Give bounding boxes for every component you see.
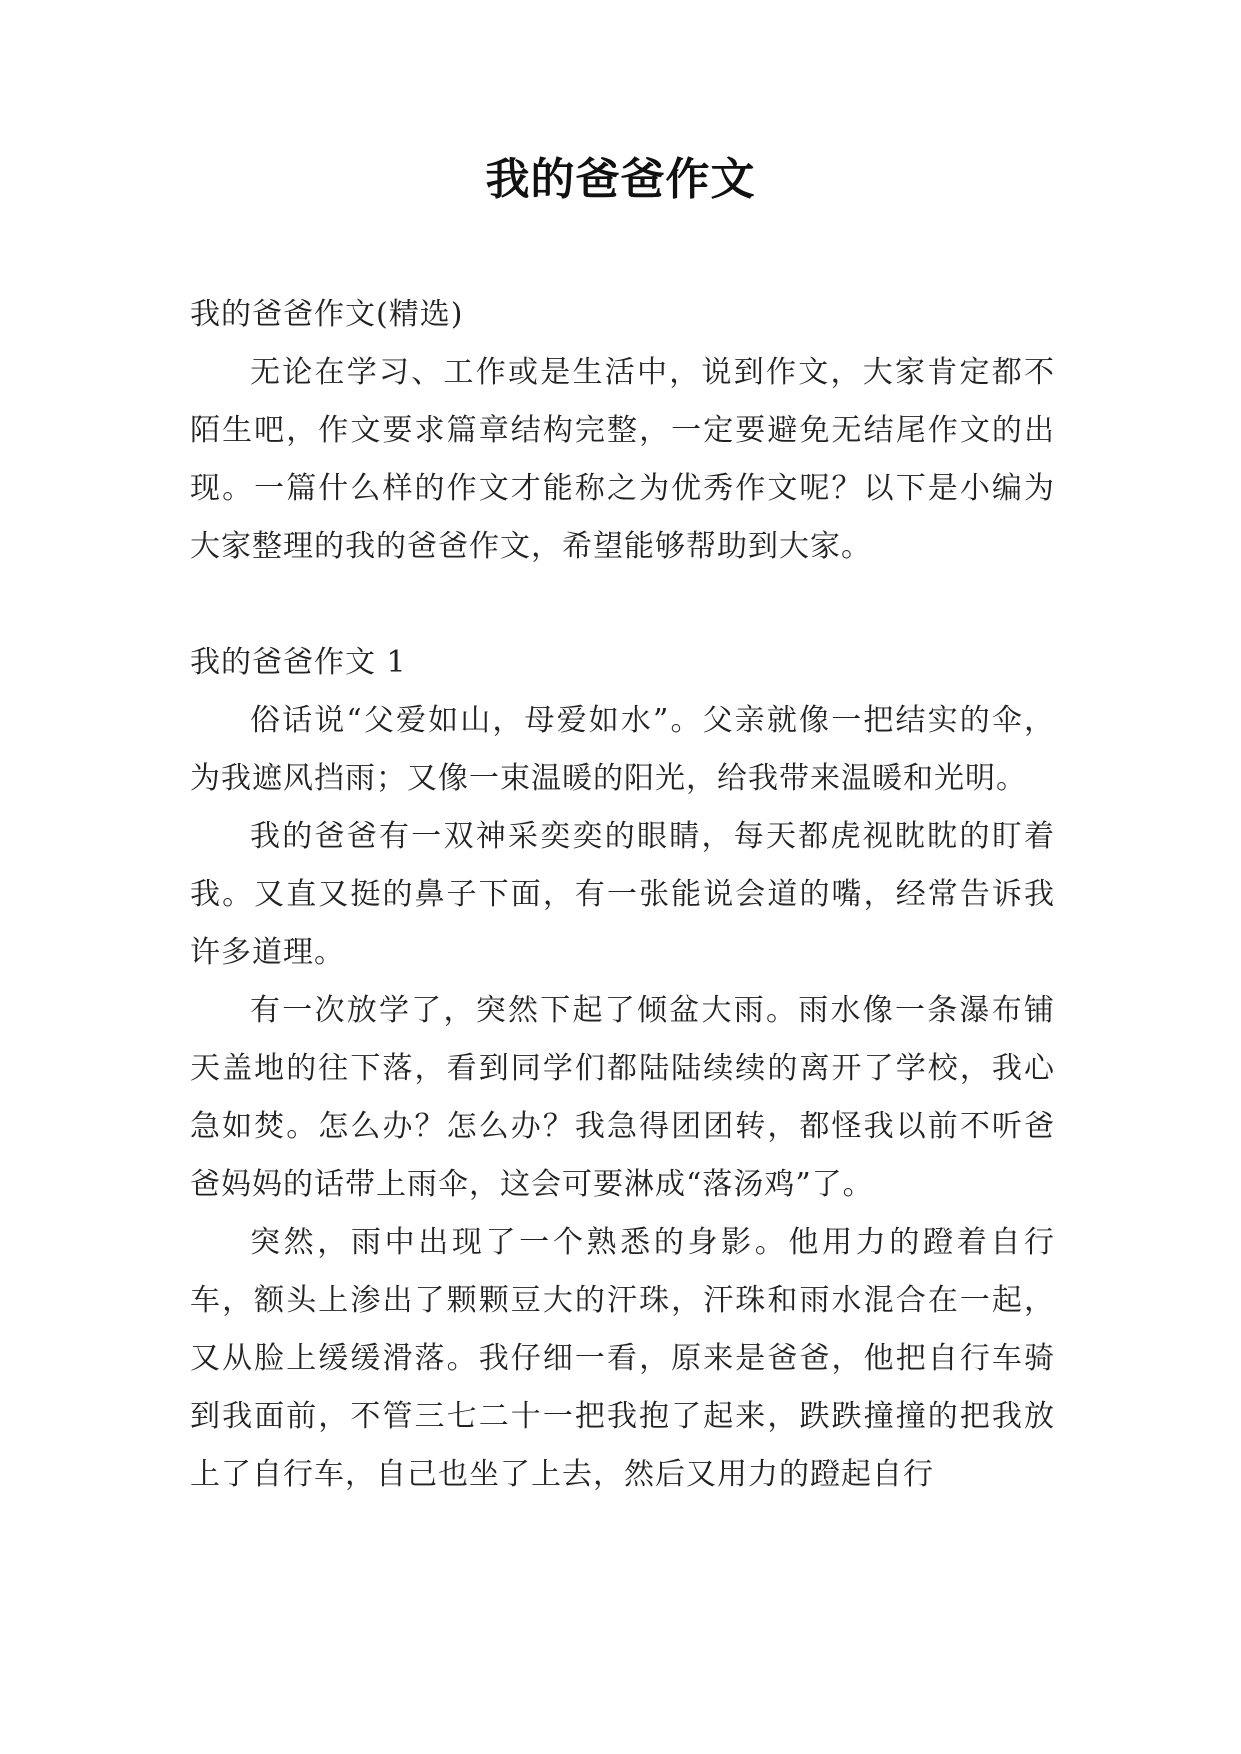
- essay-paragraph: 俗话说“父爱如山，母爱如水”。父亲就像一把结实的伞，为我遮风挡雨；又像一束温暖的阳光，给我带来温暖和光明。: [190, 703, 1055, 796]
- essay-paragraph: 有一次放学了，突然下起了倾盆大雨。雨水像一条瀑布铺天盖地的往下落，看到同学们都陆陆续续的离开了学校，我心急如焚。怎么办？怎么办？我急得团团转，都怪我以前不听爸爸妈妈的话带上雨伞，这会可要淋成“落汤鸡”了。: [190, 993, 1055, 1202]
- essay-paragraph: 突然，雨中出现了一个熟悉的身影。他用力的蹬着自行车，额头上渗出了颗颗豆大的汗珠，汗珠和雨水混合在一起，又从脸上缓缓滑落。我仔细一看，原来是爸爸，他把自行车骑到我面前，不管三七二十一把我抱了起来，跌跌撞撞的把我放上了自行车，自己也坐了上去，然后又用力的蹬起自行: [190, 1225, 1055, 1492]
- document-title: 我的爸爸作文: [485, 154, 756, 205]
- subtitle: 我的爸爸作文(精选): [190, 297, 464, 332]
- essay-paragraph: 我的爸爸有一双神采奕奕的眼睛，每天都虎视眈眈的盯着我。又直又挺的鼻子下面，有一张能说会道的嘴，经常告诉我许多道理。: [190, 819, 1055, 970]
- essay-heading: 我的爸爸作文 1: [190, 645, 407, 680]
- document-body: [190, 286, 1055, 1504]
- section-spacer: [190, 576, 1055, 634]
- intro-paragraph: 无论在学习、工作或是生活中，说到作文，大家肯定都不陌生吧，作文要求篇章结构完整，一定要避免无结尾作文的出现。一篇什么样的作文才能称之为优秀作文呢？以下是小编为大家整理的我的爸爸作文，希望能够帮助到大家。: [190, 355, 1055, 564]
